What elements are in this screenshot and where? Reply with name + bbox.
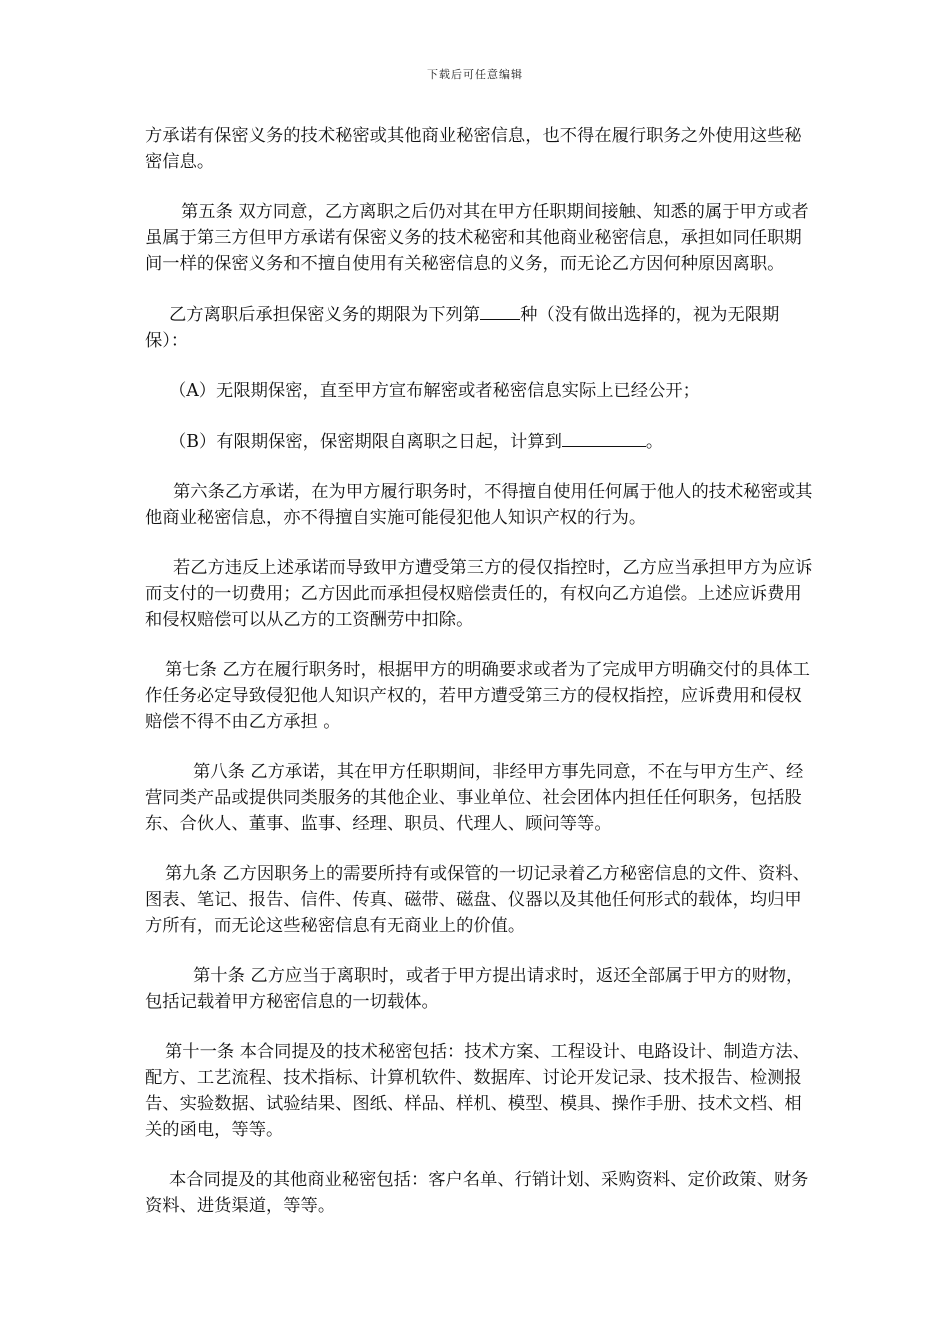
paragraph-article-6: 第六条乙方承诺，在为甲方履行职务时，不得擅自使用任何属于他人的技术秘密或其他商业秘密信息，亦不得擅自实施可能侵犯他人知识产权的行为。 <box>145 482 813 528</box>
term-choice-text-before: 乙方离职后承担保密义务的期限为下列第 <box>169 305 481 325</box>
document-body <box>145 123 817 1243</box>
paragraph-continuation: 方承诺有保密义务的技术秘密或其他商业秘密信息，也不得在履行职务之外使用这些秘密信息。 <box>145 126 802 172</box>
paragraph-option-b <box>145 428 817 455</box>
paragraph-article-9: 第九条 乙方因职务上的需要所持有或保管的一切记录着乙方秘密信息的文件、资料、图表、笔记、报告、信件、传真、磁带、磁盘、仪器以及其他任何形式的载体，均归甲方所有，而无论这些秘密信息有无商业上的价值。 <box>145 864 810 936</box>
paragraph-article-8: 第八条 乙方承诺，其在甲方任职期间，非经甲方事先同意，不在与甲方生产、经营同类产品或提供同类服务的其他企业、事业单位、社会团体内担任任何职务，包括股东、合伙人、董事、监事、经理、职员、代理人、顾问等等。 <box>145 762 804 834</box>
paragraph-article-10: 第十条 乙方应当于离职时，或者于甲方提出请求时，返还全部属于甲方的财物，包括记载着甲方秘密信息的一切载体。 <box>145 966 804 1012</box>
term-choice-text-after: 种（没有做出选择的，视为无限期保）： <box>145 305 780 351</box>
paragraph-article-11: 第十一条 本合同提及的技术秘密包括：技术方案、工程设计、电路设计、制造方法、配方、工艺流程、技术指标、计算机软件、数据库、讨论开发记录、技术报告、检测报告、实验数据、试验结果、图纸、样品、样机、模型、模具、操作手册、技术文档、相关的函电，等等。 <box>145 1042 810 1140</box>
paragraph-option-a: （A）无限期保密，直至甲方宣布解密或者秘密信息实际上已经公开； <box>169 381 700 401</box>
paragraph-article-7: 第七条 乙方在履行职务时，根据甲方的明确要求或者为了完成甲方明确交付的具体工作任务必定导致侵犯他人知识产权的，若甲方遭受第三方的侵权指控，应诉费用和侵权赔偿不得不由乙方承担 。 <box>145 660 810 732</box>
paragraph-other-secrets: 本合同提及的其他商业秘密包括：客户名单、行销计划、采购资料、定价政策、财务资料、进货渠道，等等。 <box>145 1170 809 1216</box>
paragraph-infringement-clause: 若乙方违反上述承诺而导致甲方遭受第三方的侵仅指控时，乙方应当承担甲方为应诉而支付的一切费用；乙方因此而承担侵权赔偿责任的，有权向乙方追偿。上述应诉费用和侵权赔偿可以从乙方的工资酬劳中扣除。 <box>145 558 813 630</box>
page-header: 下载后可任意编辑 <box>427 68 523 81</box>
option-b-text: （B）有限期保密，保密期限自离职之日起，计算到 <box>169 432 562 452</box>
paragraph-article-5: 第五条 双方同意，乙方离职之后仍对其在甲方任职期间接触、知悉的属于甲方或者虽属于第三方但甲方承诺有保密义务的技术秘密和其他商业秘密信息，承担如同任职期间一样的保密义务和不擅自使用有关秘密信息的义务，而无论乙方因何种原因离职。 <box>145 202 809 274</box>
option-b-period: 。 <box>645 432 664 452</box>
term-choice-blank[interactable] <box>480 301 520 320</box>
paragraph-term-choice <box>145 301 817 354</box>
option-b-date-blank[interactable] <box>562 428 646 447</box>
